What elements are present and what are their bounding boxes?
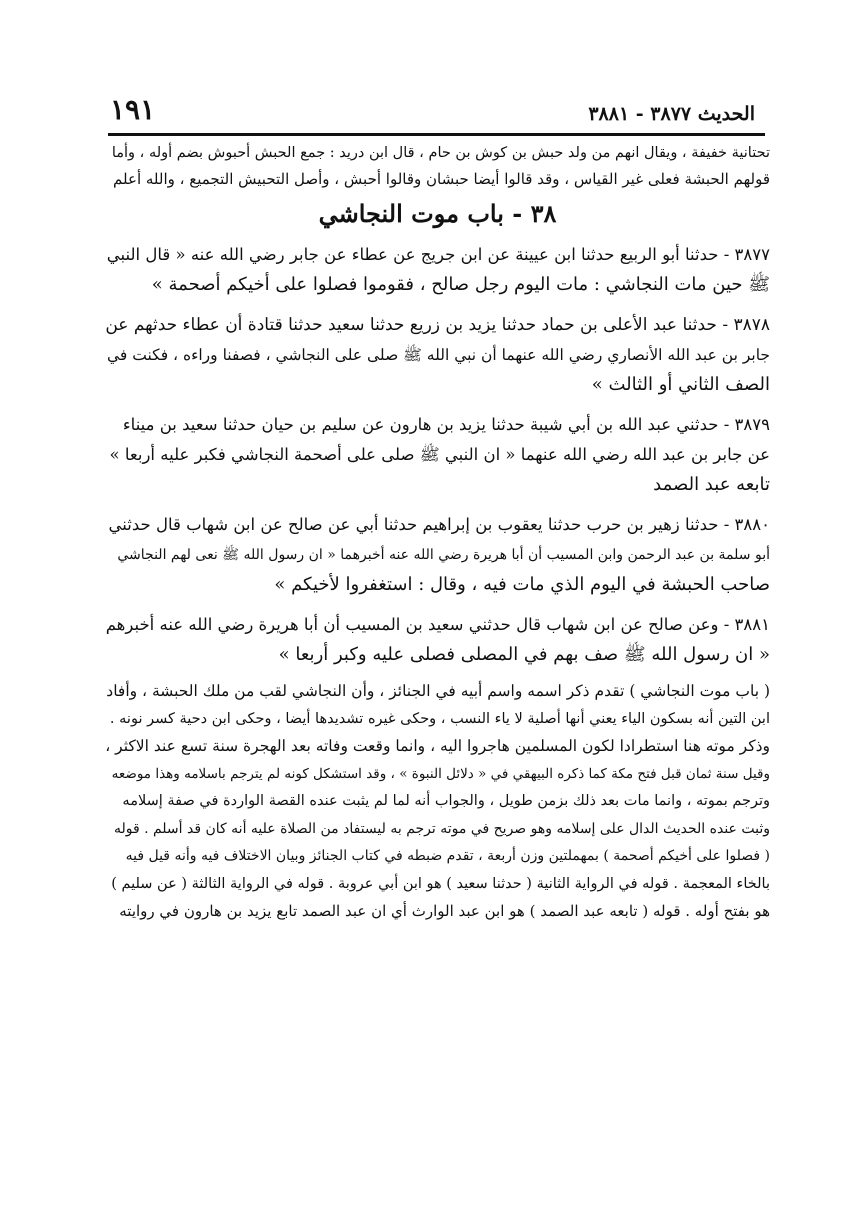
hadith-line: ٣٨٨٠ - حدثنا زهير بن حرب حدثنا يعقوب بن إبراهيم حدثنا أبي عن صالح عن ابن شهاب قال حدثني bbox=[108, 515, 770, 534]
hadith-line: ٣٨٨١ - وعن صالح عن ابن شهاب قال حدثني سعيد بن المسيب أن أبا هريرة رضي الله عنه أخبرهم bbox=[105, 615, 770, 634]
section-title: ٣٨ - باب موت النجاشي bbox=[318, 199, 557, 228]
hadith-line: تابعه عبد الصمد bbox=[653, 474, 770, 495]
hadith-line: « ان رسول الله ﷺ صف بهم في المصلى فصلى عليه وكبر أربعا » bbox=[278, 644, 770, 665]
commentary-line: وترجم بموته ، وانما مات بعد ذلك بزمن طويل ، والجواب أنه لما لم يثبت عنده القصة الواردة في صفة إسلامه bbox=[122, 793, 770, 809]
hadith-3881 bbox=[105, 610, 770, 670]
hadith-line: عن جابر بن عبد الله رضي الله عنهما « ان النبي ﷺ صلى على أصحمة النجاشي فكبر عليه أربعا » bbox=[109, 445, 770, 464]
commentary-line: وثبت عنده الحديث الدال على إسلامه وهو صريح في موته ترجم به ليستفاد من الصلاة عليه أنه كان قد أسلم . قوله bbox=[113, 820, 770, 837]
page-number: ١٩١ bbox=[110, 93, 156, 126]
commentary bbox=[105, 678, 770, 926]
hadith-line: ٣٨٧٨ - حدثنا عبد الأعلى بن حماد حدثنا يزيد بن زريع حدثنا سعيد حدثنا قتادة أن عطاء حدثهم عن bbox=[105, 315, 770, 335]
commentary-line: وذكر موته هنا استطرادا لكون المسلمين هاجروا اليه ، وانما وقعت وفاته بعد الهجرة سنة تسع عند الاكثر ، bbox=[105, 737, 770, 755]
commentary-line: ابن التين أنه بسكون الياء يعني أنها أصلية لا ياء النسب ، وحكى غيره تشديدها أيضا ، وحكى ابن دحية كسر نونه . bbox=[109, 710, 770, 727]
commentary-line: بالخاء المعجمة . قوله في الرواية الثانية ( حدثنا سعيد ) هو ابن أبي عروبة . قوله في الرواية الثالثة ( عن سليم ) bbox=[111, 875, 770, 892]
hadith-line: صاحب الحبشة في اليوم الذي مات فيه ، وقال : استغفروا لأخيكم » bbox=[274, 574, 770, 595]
intro-paragraph bbox=[105, 140, 770, 192]
commentary-line: ( فصلوا على أخيكم أصحمة ) بمهملتين وزن أربعة ، تقدم ضبطه في كتاب الجنائز وبيان الاختلاف فيه وأنه قيل فيه bbox=[125, 848, 770, 864]
commentary-line: وقيل سنة ثمان قبل فتح مكة كما ذكره البيهقي في « دلائل النبوة » ، وقد استشكل كونه لم يترجم باسلامه وهذا موضعه bbox=[111, 765, 770, 782]
header-rule bbox=[108, 133, 765, 136]
intro-line: قولهم الحبشة فعلى غير القياس ، وقد قالوا أيضا حبشان وقالوا أحبش ، وأصل التحبيش التجميع ، والله أعلم bbox=[113, 170, 770, 188]
commentary-line: هو بفتح أوله . قوله ( تابعه عبد الصمد ) هو ابن عبد الوارث أي ان عبد الصمد تابع يزيد بن هارون في روايته bbox=[119, 902, 770, 920]
hadith-line: ﷺ حين مات النجاشي : مات اليوم رجل صالح ، فقوموا فصلوا على أخيكم أصحمة » bbox=[151, 274, 770, 295]
hadith-3879 bbox=[105, 410, 770, 500]
hadith-line: جابر بن عبد الله الأنصاري رضي الله عنهما أن نبي الله ﷺ صلى على النجاشي ، فصفنا وراءه ، فكنت في bbox=[106, 346, 770, 364]
hadith-3877 bbox=[105, 240, 770, 300]
intro-line: تحتانية خفيفة ، ويقال انهم من ولد حبش بن كوش بن حام ، قال ابن دريد : جمع الحبش أحبوش بضم أوله ، وأما bbox=[111, 145, 770, 161]
hadith-line: ٣٨٧٧ - حدثنا أبو الربيع حدثنا ابن عيينة عن ابن جريج عن عطاء عن جابر رضي الله عنه « قال النبي bbox=[106, 245, 770, 264]
hadith-3880 bbox=[105, 510, 770, 600]
hadith-line: ٣٨٧٩ - حدثني عبد الله بن أبي شيبة حدثنا يزيد بن هارون عن سليم بن حيان حدثنا سعيد بن ميناء bbox=[122, 415, 770, 434]
page-header bbox=[110, 88, 755, 124]
page-body bbox=[105, 140, 770, 926]
hadith-3878 bbox=[105, 310, 770, 400]
hadith-line: الصف الثاني أو الثالث » bbox=[591, 374, 770, 395]
commentary-line: ( باب موت النجاشي ) تقدم ذكر اسمه واسم أبيه في الجنائز ، وأن النجاشي لقب من ملك الحبشة ، وأفاد bbox=[106, 682, 770, 700]
hadith-line: أبو سلمة بن عبد الرحمن وابن المسيب أن أبا هريرة رضي الله عنه أخبرهما « ان رسول الله ﷺ نعى لهم النجاشي bbox=[117, 547, 770, 563]
running-head: الحديث ٣٨٧٧ - ٣٨٨١ bbox=[588, 103, 755, 125]
